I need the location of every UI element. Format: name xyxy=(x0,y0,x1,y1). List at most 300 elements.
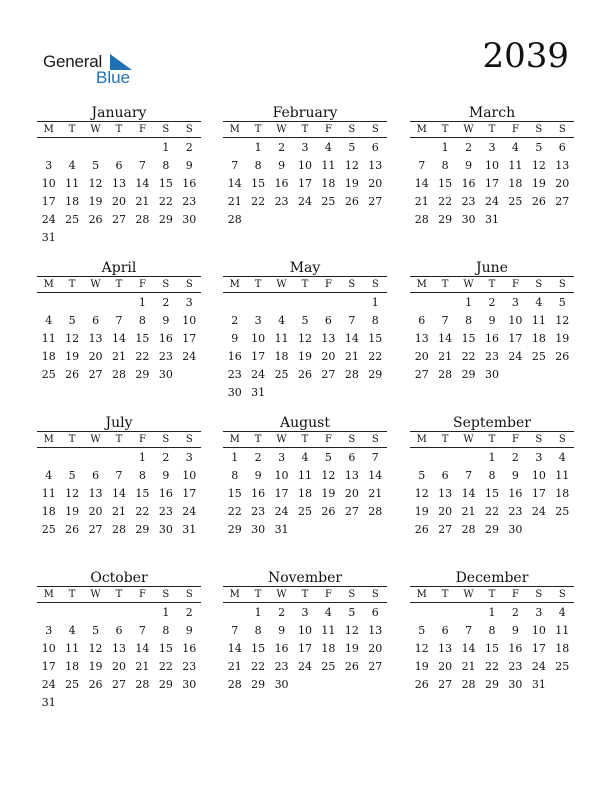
day-cell: 24 xyxy=(531,505,546,518)
day-cell: 5 xyxy=(68,469,76,482)
day-cell: 21 xyxy=(368,487,383,500)
empty-cell xyxy=(433,604,456,622)
day-cell: 16 xyxy=(274,642,289,655)
day-cell: 16 xyxy=(182,177,197,190)
day-cell: 30 xyxy=(508,523,523,536)
weekday-label: F xyxy=(324,124,332,135)
day-cell: 10 xyxy=(531,624,546,637)
day-cell: 5 xyxy=(92,159,100,172)
weekday-label: S xyxy=(348,589,356,600)
empty-cell xyxy=(84,139,107,157)
day-cell: 12 xyxy=(414,487,429,500)
weekday-label: W xyxy=(276,434,287,445)
day-cell: 29 xyxy=(158,678,173,691)
day-cell: 28 xyxy=(368,505,383,518)
weekday-label: S xyxy=(558,124,566,135)
weekday-header xyxy=(410,586,574,603)
day-cell: 1 xyxy=(465,296,473,309)
day-cell: 24 xyxy=(297,195,312,208)
day-cell: 17 xyxy=(251,350,266,363)
day-cell: 15 xyxy=(251,177,266,190)
day-cell: 30 xyxy=(158,523,173,536)
day-cell: 13 xyxy=(438,642,453,655)
month-title: August xyxy=(280,415,330,431)
empty-cell xyxy=(84,449,107,467)
day-cell: 30 xyxy=(508,678,523,691)
weekday-label: W xyxy=(463,434,474,445)
weekday-label: M xyxy=(229,434,240,445)
day-cell: 22 xyxy=(135,350,150,363)
weekday-label: M xyxy=(416,279,427,290)
day-cell: 22 xyxy=(158,660,173,673)
empty-cell xyxy=(317,294,340,312)
day-cell: 24 xyxy=(484,195,499,208)
month-title: July xyxy=(105,415,133,431)
day-cell: 8 xyxy=(441,159,449,172)
weekday-label: S xyxy=(371,434,379,445)
day-cell: 2 xyxy=(162,451,170,464)
day-cell: 29 xyxy=(135,523,150,536)
day-cell: 10 xyxy=(508,314,523,327)
day-cell: 22 xyxy=(484,660,499,673)
day-cell: 24 xyxy=(182,505,197,518)
day-cell: 17 xyxy=(297,642,312,655)
day-cell: 15 xyxy=(438,177,453,190)
weekday-header xyxy=(223,121,387,138)
day-cell: 21 xyxy=(461,505,476,518)
day-cell: 1 xyxy=(231,451,239,464)
weekday-header xyxy=(37,121,201,138)
day-cell: 26 xyxy=(65,368,80,381)
day-cell: 14 xyxy=(111,487,126,500)
weekday-label: T xyxy=(301,589,309,600)
day-cell: 9 xyxy=(465,159,473,172)
empty-cell xyxy=(37,294,60,312)
day-cell: 13 xyxy=(344,469,359,482)
day-cell: 11 xyxy=(555,624,570,637)
day-cell: 17 xyxy=(531,487,546,500)
day-cell: 1 xyxy=(254,606,262,619)
day-cell: 3 xyxy=(185,296,193,309)
day-cell: 15 xyxy=(158,177,173,190)
day-cell: 14 xyxy=(368,469,383,482)
day-cell: 20 xyxy=(438,660,453,673)
day-cell: 21 xyxy=(111,350,126,363)
day-cell: 10 xyxy=(297,624,312,637)
day-cell: 24 xyxy=(251,368,266,381)
month-may xyxy=(223,261,387,402)
day-cell: 22 xyxy=(368,350,383,363)
weekday-label: F xyxy=(324,279,332,290)
day-cell: 27 xyxy=(88,368,103,381)
day-cell: 13 xyxy=(88,487,103,500)
day-cell: 5 xyxy=(418,624,426,637)
month-title: March xyxy=(468,105,516,121)
day-cell: 25 xyxy=(41,368,56,381)
day-cell: 7 xyxy=(348,314,356,327)
day-cell: 7 xyxy=(231,624,239,637)
day-cell: 13 xyxy=(111,177,126,190)
day-cell: 8 xyxy=(162,159,170,172)
empty-cell xyxy=(433,449,456,467)
day-cell: 5 xyxy=(535,141,543,154)
month-june xyxy=(410,261,574,384)
weekday-header xyxy=(37,276,201,293)
day-cell: 11 xyxy=(321,624,336,637)
day-cell: 29 xyxy=(438,213,453,226)
day-cell: 5 xyxy=(418,469,426,482)
day-cell: 26 xyxy=(88,678,103,691)
day-cell: 4 xyxy=(535,296,543,309)
day-cell: 12 xyxy=(555,314,570,327)
day-cell: 4 xyxy=(45,314,53,327)
weekday-label: W xyxy=(276,279,287,290)
day-cell: 10 xyxy=(484,159,499,172)
day-cell: 5 xyxy=(324,451,332,464)
weekday-label: S xyxy=(558,434,566,445)
day-cell: 25 xyxy=(41,523,56,536)
month-title: November xyxy=(267,570,343,586)
month-title: May xyxy=(289,260,321,276)
weekday-label: S xyxy=(162,124,170,135)
day-cell: 3 xyxy=(254,314,262,327)
day-cell: 3 xyxy=(511,296,519,309)
day-cell: 2 xyxy=(511,606,519,619)
month-november xyxy=(223,571,387,694)
day-cell: 9 xyxy=(488,314,496,327)
day-cell: 7 xyxy=(465,469,473,482)
day-cell: 4 xyxy=(68,159,76,172)
month-august xyxy=(223,416,387,539)
day-cell: 12 xyxy=(65,332,80,345)
day-cell: 1 xyxy=(254,141,262,154)
day-cell: 16 xyxy=(251,487,266,500)
day-cell: 3 xyxy=(301,141,309,154)
day-cell: 9 xyxy=(511,624,519,637)
day-cell: 20 xyxy=(414,350,429,363)
weekday-label: M xyxy=(416,124,427,135)
day-cell: 16 xyxy=(461,177,476,190)
day-cell: 9 xyxy=(278,624,286,637)
day-cell: 25 xyxy=(65,213,80,226)
day-cell: 17 xyxy=(274,487,289,500)
day-cell: 27 xyxy=(368,195,383,208)
day-cell: 19 xyxy=(344,177,359,190)
weekday-label: W xyxy=(276,124,287,135)
day-cell: 14 xyxy=(111,332,126,345)
weekday-label: F xyxy=(138,589,146,600)
day-cell: 13 xyxy=(438,487,453,500)
empty-cell xyxy=(270,294,293,312)
day-cell: 10 xyxy=(274,469,289,482)
day-cell: 13 xyxy=(368,624,383,637)
day-cell: 7 xyxy=(115,469,123,482)
day-cell: 12 xyxy=(88,177,103,190)
day-cell: 23 xyxy=(158,505,173,518)
weekday-label: T xyxy=(68,589,76,600)
month-title: December xyxy=(455,570,529,586)
weekday-label: M xyxy=(43,589,54,600)
day-cell: 28 xyxy=(438,368,453,381)
day-cell: 14 xyxy=(461,642,476,655)
day-cell: 1 xyxy=(162,606,170,619)
day-cell: 14 xyxy=(135,642,150,655)
empty-cell xyxy=(410,449,433,467)
day-cell: 16 xyxy=(158,332,173,345)
day-cell: 4 xyxy=(511,141,519,154)
day-cell: 26 xyxy=(344,195,359,208)
weekday-label: F xyxy=(511,589,519,600)
weekday-label: S xyxy=(185,279,193,290)
day-cell: 20 xyxy=(368,642,383,655)
day-cell: 6 xyxy=(348,451,356,464)
month-january xyxy=(37,106,201,247)
day-cell: 10 xyxy=(41,177,56,190)
day-cell: 29 xyxy=(484,523,499,536)
empty-cell xyxy=(410,604,433,622)
day-cell: 14 xyxy=(414,177,429,190)
month-title: February xyxy=(272,105,338,121)
day-cell: 2 xyxy=(162,296,170,309)
weekday-label: T xyxy=(441,279,449,290)
empty-cell xyxy=(223,604,246,622)
weekday-label: T xyxy=(68,124,76,135)
weekday-label: F xyxy=(138,124,146,135)
day-cell: 18 xyxy=(531,332,546,345)
day-cell: 29 xyxy=(461,368,476,381)
day-cell: 28 xyxy=(344,368,359,381)
day-cell: 12 xyxy=(65,487,80,500)
day-cell: 26 xyxy=(555,350,570,363)
day-cell: 30 xyxy=(182,213,197,226)
empty-cell xyxy=(60,139,83,157)
day-cell: 10 xyxy=(297,159,312,172)
day-cell: 18 xyxy=(65,660,80,673)
day-cell: 28 xyxy=(135,678,150,691)
month-march xyxy=(410,106,574,229)
day-cell: 25 xyxy=(321,660,336,673)
day-cell: 6 xyxy=(92,469,100,482)
day-cell: 9 xyxy=(254,469,262,482)
weekday-label: S xyxy=(535,589,543,600)
weekday-label: T xyxy=(488,124,496,135)
day-cell: 8 xyxy=(254,159,262,172)
day-cell: 24 xyxy=(508,350,523,363)
day-cell: 5 xyxy=(348,141,356,154)
day-cell: 18 xyxy=(555,642,570,655)
day-cell: 22 xyxy=(484,505,499,518)
day-cell: 21 xyxy=(438,350,453,363)
day-cell: 24 xyxy=(531,660,546,673)
day-cell: 14 xyxy=(461,487,476,500)
weekday-header xyxy=(410,121,574,138)
day-cell: 10 xyxy=(41,642,56,655)
weekday-label: S xyxy=(535,124,543,135)
day-cell: 27 xyxy=(111,213,126,226)
weekday-label: T xyxy=(488,589,496,600)
day-cell: 19 xyxy=(414,505,429,518)
day-cell: 28 xyxy=(135,213,150,226)
day-cell: 6 xyxy=(441,469,449,482)
day-cell: 17 xyxy=(484,177,499,190)
empty-cell xyxy=(131,604,154,622)
day-cell: 8 xyxy=(231,469,239,482)
day-cell: 22 xyxy=(251,195,266,208)
weekday-label: S xyxy=(535,279,543,290)
day-cell: 26 xyxy=(414,523,429,536)
day-cell: 26 xyxy=(321,505,336,518)
day-cell: 6 xyxy=(115,624,123,637)
day-cell: 17 xyxy=(297,177,312,190)
day-cell: 6 xyxy=(371,606,379,619)
day-cell: 8 xyxy=(488,469,496,482)
day-cell: 11 xyxy=(41,332,56,345)
day-cell: 3 xyxy=(45,159,53,172)
day-cell: 23 xyxy=(227,368,242,381)
weekday-label: S xyxy=(162,434,170,445)
weekday-label: T xyxy=(115,434,123,445)
day-cell: 11 xyxy=(555,469,570,482)
weekday-label: T xyxy=(301,434,309,445)
day-cell: 11 xyxy=(65,177,80,190)
empty-cell xyxy=(433,294,456,312)
day-cell: 25 xyxy=(297,505,312,518)
weekday-label: T xyxy=(254,434,262,445)
weekday-label: M xyxy=(229,589,240,600)
day-cell: 12 xyxy=(344,159,359,172)
day-cell: 21 xyxy=(227,660,242,673)
empty-cell xyxy=(410,139,433,157)
day-cell: 17 xyxy=(41,660,56,673)
day-cell: 7 xyxy=(138,159,146,172)
day-cell: 31 xyxy=(484,213,499,226)
day-cell: 23 xyxy=(508,660,523,673)
day-cell: 6 xyxy=(441,624,449,637)
day-cell: 24 xyxy=(297,660,312,673)
day-cell: 28 xyxy=(414,213,429,226)
day-cell: 12 xyxy=(344,624,359,637)
day-grid xyxy=(37,294,201,384)
day-cell: 25 xyxy=(555,660,570,673)
day-cell: 20 xyxy=(438,505,453,518)
day-cell: 15 xyxy=(135,332,150,345)
weekday-label: S xyxy=(162,589,170,600)
day-cell: 19 xyxy=(414,660,429,673)
day-cell: 23 xyxy=(251,505,266,518)
month-october xyxy=(37,571,201,712)
day-cell: 4 xyxy=(301,451,309,464)
day-cell: 21 xyxy=(135,195,150,208)
day-cell: 13 xyxy=(88,332,103,345)
day-cell: 13 xyxy=(555,159,570,172)
day-cell: 11 xyxy=(508,159,523,172)
day-cell: 15 xyxy=(158,642,173,655)
brand-logo xyxy=(43,52,143,90)
day-grid xyxy=(37,139,201,247)
day-cell: 21 xyxy=(344,350,359,363)
weekday-label: M xyxy=(229,124,240,135)
day-cell: 17 xyxy=(41,195,56,208)
day-cell: 29 xyxy=(251,678,266,691)
day-cell: 21 xyxy=(135,660,150,673)
day-cell: 29 xyxy=(227,523,242,536)
empty-cell xyxy=(223,139,246,157)
day-cell: 18 xyxy=(321,642,336,655)
weekday-label: W xyxy=(276,589,287,600)
day-cell: 26 xyxy=(531,195,546,208)
weekday-label: T xyxy=(115,589,123,600)
empty-cell xyxy=(410,294,433,312)
weekday-header xyxy=(223,276,387,293)
day-cell: 14 xyxy=(344,332,359,345)
day-cell: 4 xyxy=(558,606,566,619)
empty-cell xyxy=(131,139,154,157)
day-cell: 27 xyxy=(438,523,453,536)
day-cell: 19 xyxy=(297,350,312,363)
day-grid xyxy=(37,604,201,712)
day-cell: 13 xyxy=(368,159,383,172)
day-cell: 5 xyxy=(68,314,76,327)
day-cell: 31 xyxy=(41,696,56,709)
weekday-label: S xyxy=(185,124,193,135)
weekday-label: F xyxy=(324,434,332,445)
day-cell: 29 xyxy=(135,368,150,381)
day-cell: 27 xyxy=(438,678,453,691)
day-cell: 14 xyxy=(438,332,453,345)
day-cell: 30 xyxy=(182,678,197,691)
day-cell: 9 xyxy=(231,332,239,345)
day-cell: 24 xyxy=(41,678,56,691)
weekday-label: S xyxy=(371,589,379,600)
day-cell: 19 xyxy=(88,660,103,673)
day-cell: 30 xyxy=(274,678,289,691)
weekday-header xyxy=(223,431,387,448)
weekday-label: M xyxy=(43,279,54,290)
empty-cell xyxy=(60,604,83,622)
weekday-label: S xyxy=(558,279,566,290)
weekday-label: T xyxy=(488,434,496,445)
weekday-label: S xyxy=(348,434,356,445)
day-cell: 15 xyxy=(484,642,499,655)
day-cell: 7 xyxy=(371,451,379,464)
weekday-label: W xyxy=(463,279,474,290)
weekday-label: S xyxy=(558,589,566,600)
day-cell: 7 xyxy=(115,314,123,327)
day-cell: 16 xyxy=(508,642,523,655)
day-cell: 1 xyxy=(488,606,496,619)
day-cell: 21 xyxy=(461,660,476,673)
day-cell: 8 xyxy=(162,624,170,637)
day-cell: 31 xyxy=(531,678,546,691)
day-grid xyxy=(410,294,574,384)
month-title: January xyxy=(91,105,147,121)
day-cell: 24 xyxy=(182,350,197,363)
day-cell: 31 xyxy=(274,523,289,536)
month-july xyxy=(37,416,201,539)
weekday-label: F xyxy=(138,279,146,290)
empty-cell xyxy=(60,294,83,312)
day-cell: 5 xyxy=(558,296,566,309)
empty-cell xyxy=(246,294,269,312)
day-cell: 1 xyxy=(138,451,146,464)
year-title: 2039 xyxy=(482,36,569,76)
day-grid xyxy=(410,139,574,229)
day-cell: 4 xyxy=(68,624,76,637)
day-cell: 14 xyxy=(227,177,242,190)
day-cell: 19 xyxy=(555,332,570,345)
day-cell: 19 xyxy=(321,487,336,500)
weekday-header xyxy=(37,431,201,448)
